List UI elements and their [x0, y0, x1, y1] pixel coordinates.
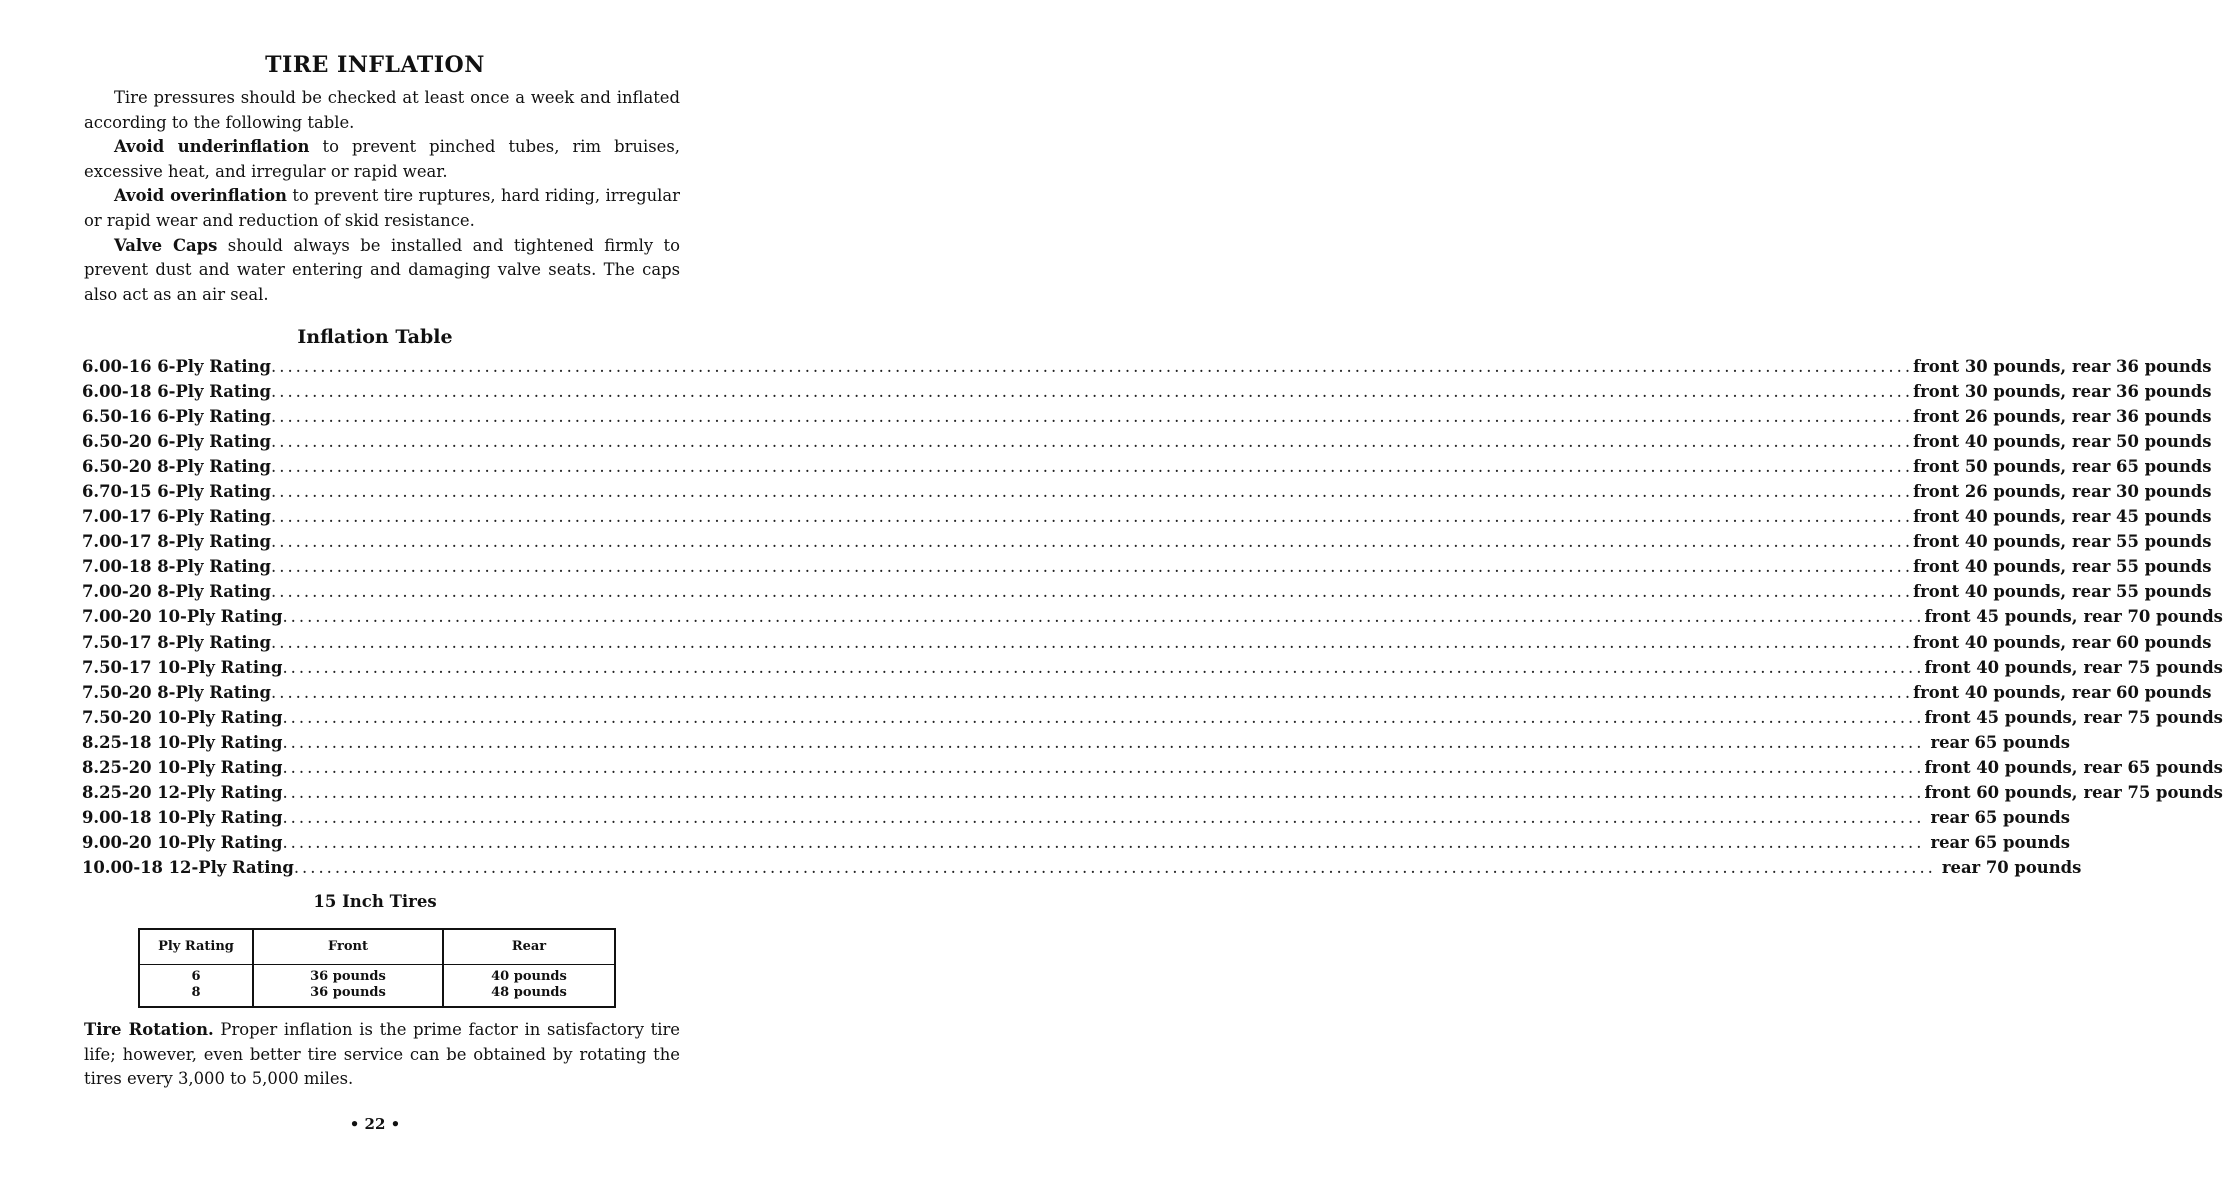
front-pressure: front 30 pounds [1913, 382, 2061, 402]
front-pressure: front 40 pounds [1913, 682, 2061, 702]
intro-paragraph-4 [84, 234, 680, 308]
inflation-row [82, 780, 2223, 805]
front-pressure: front 40 pounds [1913, 582, 2061, 602]
front-pressure: front 40 pounds [1913, 507, 2061, 527]
dot-leader: ........................................................................................................................................................................................................ [282, 757, 1925, 777]
front-pressure: front 60 pounds [1924, 782, 2072, 802]
separator: , [2071, 707, 2078, 727]
overinflation-text: to prevent tire ruptures, hard riding, irregular or rapid wear and reduction of skid resistance. [84, 186, 681, 230]
front-pressure: front 40 pounds [1913, 432, 2061, 452]
tire-rotation-heading: Tire Rotation. [84, 1020, 214, 1039]
inflation-row [82, 529, 2212, 554]
tire-size: 7.50-17 8-Ply Rating [82, 632, 272, 652]
dot-leader: ........................................................................................................................................................................................................ [282, 707, 1925, 727]
inflation-row [82, 554, 2212, 579]
tire-size: 9.00-18 10-Ply Rating [82, 807, 283, 827]
tire-size: 6.00-16 6-Ply Rating [82, 357, 272, 376]
front-pressure: front 26 pounds [1913, 482, 2061, 502]
separator: , [2071, 757, 2078, 777]
front-pressure: front 40 pounds [1924, 657, 2072, 677]
tire-size: 10.00-18 12-Ply Rating [82, 857, 294, 877]
intro-text [84, 86, 680, 307]
dot-leader: ........................................................................................................................................................................................................ [271, 482, 1914, 502]
inflation-row [82, 579, 2212, 604]
rear-pressure: rear 65 pounds [1930, 807, 2070, 827]
rear-pressure: rear 55 pounds [2072, 582, 2212, 602]
front-pressure: front 50 pounds [1913, 457, 2061, 477]
separator: , [2071, 607, 2078, 627]
inflation-row [82, 730, 2070, 755]
tire-size: 7.00-17 6-Ply Rating [82, 507, 272, 527]
front-cell: 36 pounds [310, 969, 386, 984]
underinflation-text: to prevent pinched tubes, rim bruises, excessive heat, and irregular or rapid wear. [84, 137, 680, 181]
rear-pressure: rear 65 pounds [1930, 832, 2070, 852]
front-pressure: front 30 pounds [1913, 357, 2061, 376]
inflation-row [82, 830, 2070, 855]
dot-leader: ........................................................................................................................................................................................................ [271, 432, 1914, 452]
tire-rotation-text: Proper inflation is the prime factor in satisfactory tire life; however, even better tire service can be obtained by rotating the tires every 3,000 to 5,000 miles. [84, 1020, 680, 1089]
inflation-table-title: Inflation Table [297, 326, 453, 348]
inflation-row [82, 479, 2212, 504]
tire-size: 9.00-20 10-Ply Rating [82, 832, 283, 852]
dot-leader: ........................................................................................................................................................................................................ [271, 357, 1914, 376]
dot-leader: ........................................................................................................................................................................................................ [271, 557, 1914, 577]
page-number: • 22 • [349, 1115, 401, 1133]
overinflation-heading: Avoid overinflation [114, 186, 287, 206]
inflation-row [82, 354, 2212, 379]
fifteen-inch-table [138, 928, 616, 1008]
rear-column [444, 930, 614, 1006]
tire-size: 8.25-20 12-Ply Rating [82, 782, 283, 802]
inflation-row [82, 379, 2212, 404]
tire-size: 6.00-18 6-Ply Rating [82, 382, 272, 402]
front-pressure: front 26 pounds [1913, 407, 2061, 427]
inflation-row [82, 429, 2212, 454]
rear-pressure: rear 60 pounds [2072, 682, 2212, 702]
valve-caps-text: should always be installed and tightened firmly to prevent dust and water entering and damaging valve seats. The caps also act as an air seal. [84, 235, 681, 304]
tire-size: 7.00-17 8-Ply Rating [82, 532, 272, 552]
tire-size: 8.25-20 10-Ply Rating [82, 757, 283, 777]
tire-size: 7.00-18 8-Ply Rating [82, 557, 272, 577]
fifteen-inch-title: 15 Inch Tires [313, 892, 437, 911]
tire-size: 7.50-20 8-Ply Rating [82, 682, 272, 702]
intro-paragraph-2 [84, 135, 680, 184]
dot-leader: ........................................................................................................................................................................................................ [271, 457, 1914, 477]
separator: , [2060, 507, 2067, 527]
tire-size: 6.50-16 6-Ply Rating [82, 407, 272, 427]
inflation-row [82, 705, 2223, 730]
front-pressure: front 40 pounds [1913, 532, 2061, 552]
inflation-row [82, 655, 2223, 680]
inflation-row [82, 805, 2070, 830]
tire-size: 8.25-18 10-Ply Rating [82, 732, 283, 752]
rear-pressure: rear 36 pounds [2072, 407, 2212, 427]
rear-pressure: rear 55 pounds [2072, 557, 2212, 577]
rear-header: Rear [444, 930, 614, 965]
dot-leader: ........................................................................................................................................................................................................ [282, 782, 1925, 802]
separator: , [2060, 557, 2067, 577]
rear-pressure: rear 65 pounds [2083, 757, 2223, 777]
tire-size: 6.50-20 6-Ply Rating [82, 432, 272, 452]
separator: , [2071, 657, 2078, 677]
inflation-row [82, 680, 2212, 705]
tire-size: 6.50-20 8-Ply Rating [82, 457, 272, 477]
separator: , [2060, 682, 2067, 702]
front-column [254, 930, 444, 1006]
rear-pressure: rear 75 pounds [2083, 707, 2223, 727]
valve-caps-heading: Valve Caps [114, 235, 218, 255]
tire-size: 6.70-15 6-Ply Rating [82, 482, 272, 502]
separator: , [2060, 357, 2067, 376]
separator: , [2060, 632, 2067, 652]
inflation-row [82, 604, 2223, 629]
ply-rating-column [140, 930, 254, 1006]
ply-rating-header: Ply Rating [140, 930, 252, 965]
tire-size: 7.50-20 10-Ply Rating [82, 707, 283, 727]
rear-pressure: rear 75 pounds [2083, 657, 2223, 677]
inflation-row [82, 630, 2212, 655]
rear-pressure: rear 65 pounds [1930, 732, 2070, 752]
rear-pressure: rear 65 pounds [2072, 457, 2212, 477]
rear-pressure: rear 36 pounds [2072, 382, 2212, 402]
intro-paragraph-1: Tire pressures should be checked at least once a week and inflated according to the following table. [84, 88, 680, 132]
dot-leader: ........................................................................................................................................................................................................ [271, 407, 1914, 427]
underinflation-heading: Avoid underinflation [114, 137, 310, 157]
tire-size: 7.50-17 10-Ply Rating [82, 657, 283, 677]
separator: , [2060, 407, 2067, 427]
dot-leader: ........................................................................................................................................................................................................ [282, 607, 1925, 627]
tire-size: 7.00-20 10-Ply Rating [82, 607, 283, 627]
separator: , [2060, 532, 2067, 552]
dot-leader: ........................................................................................................................................................................................................ [271, 532, 1914, 552]
dot-leader: ........................................................................................................................................................................................................ [271, 507, 1914, 527]
dot-leader: ........................................................................................................................................................................................................ [282, 832, 1925, 852]
rear-pressure: rear 50 pounds [2072, 432, 2212, 452]
front-pressure: front 45 pounds [1924, 607, 2072, 627]
inflation-row [82, 855, 2082, 880]
ply-rating-cell: 8 [191, 985, 201, 1000]
dot-leader: ........................................................................................................................................................................................................ [293, 857, 1936, 877]
front-cell: 36 pounds [310, 985, 386, 1000]
dot-leader: ........................................................................................................................................................................................................ [271, 682, 1914, 702]
inflation-row [82, 504, 2212, 529]
separator: , [2060, 482, 2067, 502]
front-pressure: front 40 pounds [1924, 757, 2072, 777]
tire-rotation-paragraph [84, 1018, 680, 1092]
separator: , [2060, 582, 2067, 602]
rear-pressure: rear 55 pounds [2072, 532, 2212, 552]
rear-pressure: rear 45 pounds [2072, 507, 2212, 527]
page-title: TIRE INFLATION [265, 52, 485, 78]
front-pressure: front 40 pounds [1913, 632, 2061, 652]
dot-leader: ........................................................................................................................................................................................................ [271, 632, 1914, 652]
dot-leader: ........................................................................................................................................................................................................ [282, 657, 1925, 677]
separator: , [2060, 432, 2067, 452]
front-header: Front [254, 930, 442, 965]
rear-cell: 48 pounds [491, 985, 567, 1000]
dot-leader: ........................................................................................................................................................................................................ [271, 582, 1914, 602]
rear-pressure: rear 36 pounds [2072, 357, 2212, 376]
ply-rating-cell: 6 [191, 969, 201, 984]
intro-paragraph-3 [84, 184, 680, 233]
dot-leader: ........................................................................................................................................................................................................ [271, 382, 1914, 402]
dot-leader: ........................................................................................................................................................................................................ [282, 807, 1925, 827]
rear-pressure: rear 75 pounds [2083, 782, 2223, 802]
dot-leader: ........................................................................................................................................................................................................ [282, 732, 1925, 752]
separator: , [2060, 382, 2067, 402]
inflation-row [82, 755, 2223, 780]
inflation-table [82, 354, 2223, 880]
rear-cell: 40 pounds [491, 969, 567, 984]
tire-size: 7.00-20 8-Ply Rating [82, 582, 272, 602]
rear-pressure: rear 30 pounds [2072, 482, 2212, 502]
rear-pressure: rear 70 pounds [1941, 857, 2082, 877]
front-pressure: front 40 pounds [1913, 557, 2061, 577]
front-pressure: front 45 pounds [1924, 707, 2072, 727]
rear-pressure: rear 70 pounds [2083, 607, 2223, 627]
inflation-row [82, 454, 2212, 479]
separator: , [2071, 782, 2078, 802]
separator: , [2060, 457, 2067, 477]
inflation-row [82, 404, 2212, 429]
rear-pressure: rear 60 pounds [2072, 632, 2212, 652]
